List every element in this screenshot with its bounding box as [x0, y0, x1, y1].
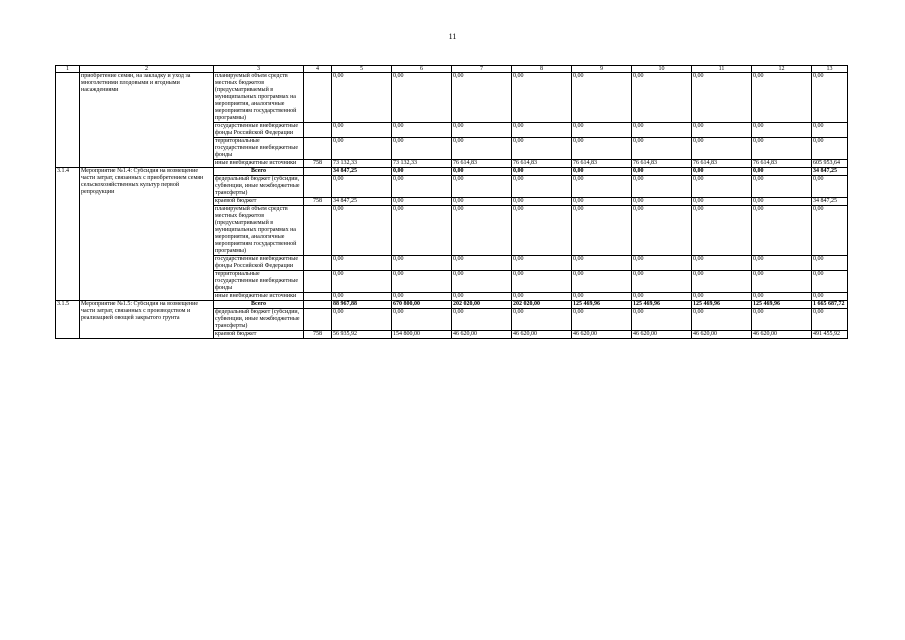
amount-cell: 0,00 [392, 168, 452, 176]
amount-cell: 0,00 [452, 206, 512, 256]
amount-cell: 0,00 [752, 176, 812, 198]
budget-code [304, 176, 332, 198]
budget-table [55, 65, 848, 339]
amount-cell: 670 800,00 [392, 301, 452, 309]
amount-cell: 0,00 [512, 168, 572, 176]
amount-cell: 46 620,00 [452, 331, 512, 339]
amount-cell: 0,00 [392, 293, 452, 301]
budget-code: 758 [304, 198, 332, 206]
column-number-cell: 2 [80, 66, 214, 73]
amount-cell: 88 967,88 [332, 301, 392, 309]
column-number-cell: 5 [332, 66, 392, 73]
amount-cell: 0,00 [452, 138, 512, 160]
amount-cell: 34 847,25 [332, 168, 392, 176]
amount-cell: 0,00 [752, 293, 812, 301]
amount-cell: 0,00 [452, 293, 512, 301]
funding-source-label: территориальные государственные внебюджетные фонды [214, 271, 304, 293]
amount-cell: 0,00 [332, 138, 392, 160]
funding-source-label: федеральный бюджет (субсидии, субвенции, иные межбюджетные трансферты) [214, 309, 304, 331]
amount-cell: 0,00 [452, 73, 512, 123]
amount-cell: 46 620,00 [572, 331, 632, 339]
amount-cell: 0,00 [752, 123, 812, 138]
amount-cell: 0,00 [392, 256, 452, 271]
budget-code [304, 168, 332, 176]
amount-cell: 0,00 [752, 198, 812, 206]
amount-cell: 0,00 [632, 123, 692, 138]
amount-cell: 125 469,96 [692, 301, 752, 309]
funding-source-label: краевой бюджет [214, 331, 304, 339]
amount-cell: 0,00 [512, 198, 572, 206]
amount-cell: 0,00 [332, 256, 392, 271]
amount-cell: 0,00 [812, 293, 848, 301]
amount-cell: 76 614,83 [752, 160, 812, 168]
amount-cell: 0,00 [512, 256, 572, 271]
amount-cell: 0,00 [812, 206, 848, 256]
budget-code [304, 293, 332, 301]
amount-cell: 0,00 [452, 256, 512, 271]
amount-cell: 73 132,33 [332, 160, 392, 168]
amount-cell: 46 620,00 [632, 331, 692, 339]
amount-cell: 0,00 [452, 168, 512, 176]
amount-cell: 46 620,00 [752, 331, 812, 339]
table-row [56, 73, 848, 123]
amount-cell: 0,00 [572, 73, 632, 123]
amount-cell: 0,00 [752, 256, 812, 271]
amount-cell: 0,00 [692, 309, 752, 331]
funding-source-label: планируемый объем средств местных бюджетов (предусматриваемый в муниципальных программах на мероприятия, аналогичные мероприятиям государственной программы) [214, 73, 304, 123]
amount-cell: 0,00 [692, 293, 752, 301]
amount-cell: 0,00 [812, 176, 848, 198]
funding-source-label: государственные внебюджетные фонды Российской Федерации [214, 256, 304, 271]
page-number: 11 [448, 32, 457, 41]
amount-cell: 0,00 [392, 123, 452, 138]
amount-cell: 76 614,83 [632, 160, 692, 168]
amount-cell: 0,00 [752, 73, 812, 123]
amount-cell: 125 469,96 [752, 301, 812, 309]
budget-code [304, 123, 332, 138]
measure-number: 3.1.4 [56, 168, 80, 301]
funding-source-label: иные внебюджетные источники [214, 293, 304, 301]
budget-code [304, 309, 332, 331]
amount-cell: 0,00 [512, 138, 572, 160]
funding-source-label: планируемый объем средств местных бюджетов (предусматриваемый в муниципальных программах на мероприятия, аналогичные мероприятиям государственной программы) [214, 206, 304, 256]
budget-code [304, 138, 332, 160]
amount-cell: 0,00 [632, 271, 692, 293]
amount-cell: 0,00 [812, 309, 848, 331]
funding-source-label: территориальные государственные внебюджетные фонды [214, 138, 304, 160]
amount-cell: 0,00 [512, 206, 572, 256]
amount-cell: 125 469,96 [632, 301, 692, 309]
amount-cell: 34 847,25 [332, 198, 392, 206]
amount-cell: 46 620,00 [692, 331, 752, 339]
funding-source-label: федеральный бюджет (субсидии, субвенции, иные межбюджетные трансферты) [214, 176, 304, 198]
amount-cell: 76 614,83 [512, 160, 572, 168]
amount-cell: 0,00 [632, 138, 692, 160]
funding-source-label: Всего [214, 301, 304, 309]
amount-cell: 0,00 [752, 138, 812, 160]
amount-cell: 0,00 [632, 168, 692, 176]
amount-cell: 0,00 [812, 138, 848, 160]
column-number-cell: 12 [752, 66, 812, 73]
amount-cell: 0,00 [572, 168, 632, 176]
amount-cell: 0,00 [332, 123, 392, 138]
budget-code [304, 206, 332, 256]
amount-cell: 605 953,64 [812, 160, 848, 168]
funding-source-label: иные внебюджетные источники [214, 160, 304, 168]
amount-cell: 154 800,00 [392, 331, 452, 339]
amount-cell: 76 614,83 [452, 160, 512, 168]
amount-cell: 0,00 [632, 73, 692, 123]
amount-cell: 0,00 [392, 198, 452, 206]
column-number-cell: 1 [56, 66, 80, 73]
table-body [56, 66, 848, 339]
amount-cell: 0,00 [392, 271, 452, 293]
column-number-cell: 10 [632, 66, 692, 73]
amount-cell: 0,00 [692, 168, 752, 176]
amount-cell: 0,00 [452, 123, 512, 138]
amount-cell: 34 847,25 [812, 168, 848, 176]
amount-cell: 0,00 [692, 73, 752, 123]
amount-cell: 0,00 [692, 198, 752, 206]
amount-cell: 0,00 [572, 293, 632, 301]
column-number-cell: 11 [692, 66, 752, 73]
amount-cell: 0,00 [812, 256, 848, 271]
amount-cell: 0,00 [512, 73, 572, 123]
amount-cell: 0,00 [392, 309, 452, 331]
amount-cell: 73 132,33 [392, 160, 452, 168]
measure-name: приобретение семян, на закладку и уход за многолетними плодовыми и ягодными насаждениями [80, 73, 214, 168]
measure-number [56, 73, 80, 168]
amount-cell: 0,00 [452, 198, 512, 206]
amount-cell: 0,00 [392, 206, 452, 256]
amount-cell: 0,00 [512, 293, 572, 301]
column-number-cell: 7 [452, 66, 512, 73]
amount-cell: 0,00 [692, 206, 752, 256]
measure-number: 3.1.5 [56, 301, 80, 339]
amount-cell: 76 614,83 [692, 160, 752, 168]
amount-cell: 0,00 [632, 256, 692, 271]
amount-cell: 0,00 [332, 176, 392, 198]
amount-cell: 0,00 [692, 138, 752, 160]
amount-cell: 0,00 [452, 309, 512, 331]
column-number-cell: 6 [392, 66, 452, 73]
amount-cell: 0,00 [572, 138, 632, 160]
amount-cell: 0,00 [512, 176, 572, 198]
amount-cell: 0,00 [572, 206, 632, 256]
amount-cell: 0,00 [572, 256, 632, 271]
amount-cell: 125 469,96 [572, 301, 632, 309]
measure-name: Мероприятие №1.4: Субсидия на возмещение части затрат, связанных с приобретением семян сельскохозяйственных культур первой репродукции [80, 168, 214, 301]
amount-cell: 0,00 [692, 256, 752, 271]
amount-cell: 0,00 [332, 293, 392, 301]
measure-name: Мероприятие №1.5: Субсидия на возмещение части затрат, связанных с производством и реализацией овощей закрытого грунта [80, 301, 214, 339]
amount-cell: 0,00 [392, 176, 452, 198]
amount-cell: 0,00 [752, 309, 812, 331]
amount-cell: 0,00 [632, 293, 692, 301]
amount-cell: 0,00 [692, 271, 752, 293]
funding-source-label: краевой бюджет [214, 198, 304, 206]
budget-code [304, 271, 332, 293]
amount-cell: 0,00 [332, 206, 392, 256]
amount-cell: 0,00 [752, 271, 812, 293]
amount-cell: 0,00 [632, 309, 692, 331]
amount-cell: 0,00 [752, 206, 812, 256]
amount-cell: 0,00 [632, 176, 692, 198]
amount-cell: 0,00 [332, 271, 392, 293]
amount-cell: 0,00 [572, 123, 632, 138]
amount-cell: 0,00 [452, 176, 512, 198]
amount-cell: 0,00 [392, 138, 452, 160]
budget-code [304, 301, 332, 309]
amount-cell: 0,00 [632, 198, 692, 206]
amount-cell: 0,00 [512, 271, 572, 293]
amount-cell: 34 847,25 [812, 198, 848, 206]
table-row [56, 168, 848, 176]
budget-code [304, 256, 332, 271]
amount-cell: 76 614,83 [572, 160, 632, 168]
column-number-cell: 3 [214, 66, 304, 73]
amount-cell: 1 665 687,72 [812, 301, 848, 309]
amount-cell: 0,00 [572, 309, 632, 331]
amount-cell: 491 455,92 [812, 331, 848, 339]
funding-source-label: Всего [214, 168, 304, 176]
amount-cell: 0,00 [512, 309, 572, 331]
amount-cell: 0,00 [332, 309, 392, 331]
budget-code [304, 73, 332, 123]
amount-cell: 0,00 [692, 123, 752, 138]
amount-cell: 0,00 [812, 271, 848, 293]
table-row [56, 301, 848, 309]
column-number-cell: 8 [512, 66, 572, 73]
amount-cell: 0,00 [632, 206, 692, 256]
budget-code: 758 [304, 160, 332, 168]
amount-cell: 202 020,00 [452, 301, 512, 309]
column-number-cell: 9 [572, 66, 632, 73]
budget-code: 758 [304, 331, 332, 339]
amount-cell: 0,00 [692, 176, 752, 198]
amount-cell: 0,00 [512, 123, 572, 138]
amount-cell: 0,00 [752, 168, 812, 176]
amount-cell: 56 935,92 [332, 331, 392, 339]
amount-cell: 202 020,00 [512, 301, 572, 309]
amount-cell: 46 620,00 [512, 331, 572, 339]
amount-cell: 0,00 [392, 73, 452, 123]
column-number-row [56, 66, 848, 73]
column-number-cell: 4 [304, 66, 332, 73]
column-number-cell: 13 [812, 66, 848, 73]
amount-cell: 0,00 [572, 176, 632, 198]
funding-source-label: государственные внебюджетные фонды Российской Федерации [214, 123, 304, 138]
amount-cell: 0,00 [332, 73, 392, 123]
amount-cell: 0,00 [572, 198, 632, 206]
amount-cell: 0,00 [812, 73, 848, 123]
amount-cell: 0,00 [572, 271, 632, 293]
amount-cell: 0,00 [452, 271, 512, 293]
amount-cell: 0,00 [812, 123, 848, 138]
